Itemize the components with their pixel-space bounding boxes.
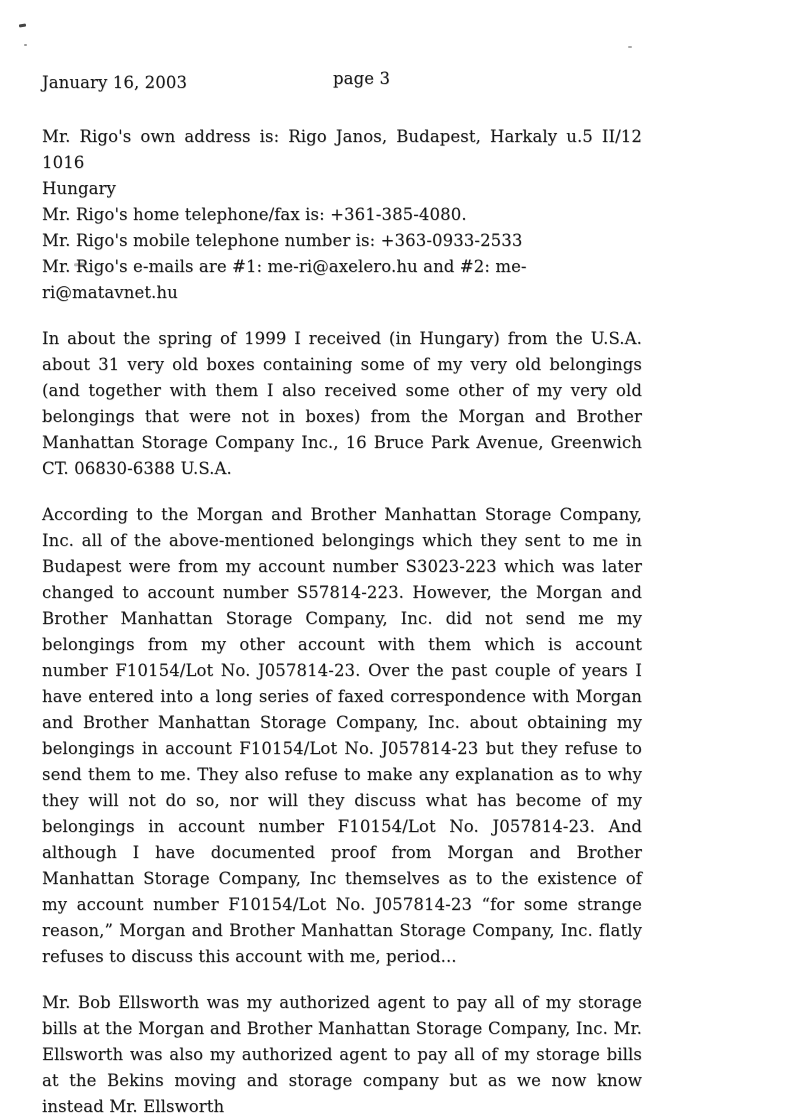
page-content bbox=[42, 70, 642, 1120]
contact-block bbox=[42, 124, 642, 306]
contact-line-address: Mr. Rigo's own address is: Rigo Janos, Budapest, Harkaly u.5 II/12 1016 bbox=[42, 127, 642, 172]
contact-line-mobile-phone: Mr. Rigo's mobile telephone number is: +363-0933-2533 bbox=[42, 231, 523, 250]
contact-line-home-phone: Mr. Rigo's home telephone/fax is: +361-385-4080. bbox=[42, 205, 467, 224]
scan-artifact bbox=[19, 24, 26, 28]
contact-line-emails: Mr. Rigo's e-mails are #1: me-ri@axelero.hu and #2: me-ri@matavnet.hu bbox=[42, 257, 527, 302]
scan-artifact bbox=[24, 44, 27, 46]
page-header bbox=[42, 70, 642, 96]
paragraph-ellsworth-agent: Mr. Bob Ellsworth was my authorized agent to pay all of my storage bills at the Morgan and Brother Manhattan Storage Company, Inc. Mr. Ellsworth was also my authorized agent to pay all of my storage bills at the Bekins moving and storage company but as we now know instead Mr. Ellsworth bbox=[42, 993, 642, 1116]
contact-line-country: Hungary bbox=[42, 179, 116, 198]
page-number-label: page 3 bbox=[333, 69, 391, 88]
paragraph-boxes-received: In about the spring of 1999 I received (in Hungary) from the U.S.A. about 31 very old boxes containing some of my very old belongings (and together with them I also received some other of my very old belongings that were not in boxes) from the Morgan and Brother Manhattan Storage Company Inc., 16 Bruce Park Avenue, Greenwich CT. 06830-6388 U.S.A. bbox=[42, 329, 642, 478]
letter-date: January 16, 2003 bbox=[42, 73, 188, 92]
paragraph-account-dispute: According to the Morgan and Brother Manhattan Storage Company, Inc. all of the above-mentioned belongings which they sent to me in Budapest were from my account number S3023-223 which was later changed to account number S57814-223. However, the Morgan and Brother Manhattan Storage Company, Inc. did not send me my belongings from my other account with them which is account number F10154/Lot No. J057814-23. Over the past couple of years I have entered into a long series of faxed correspondence with Morgan and Brother Manhattan Storage Company, Inc. about obtaining my belongings in account F10154/Lot No. J057814-23 but they refuse to send them to me. They also refuse to make any explanation as to why they will not do so, nor will they discuss what has become of my belongings in account number F10154/Lot No. J057814-23. And although I have documented proof from Morgan and Brother Manhattan Storage Company, Inc themselves as to the existence of my account number F10154/Lot No. J057814-23 “for some strange reason,” Morgan and Brother Manhattan Storage Company, Inc. flatly refuses to discuss this account with me, period... bbox=[42, 505, 642, 966]
scan-artifact bbox=[628, 46, 632, 48]
